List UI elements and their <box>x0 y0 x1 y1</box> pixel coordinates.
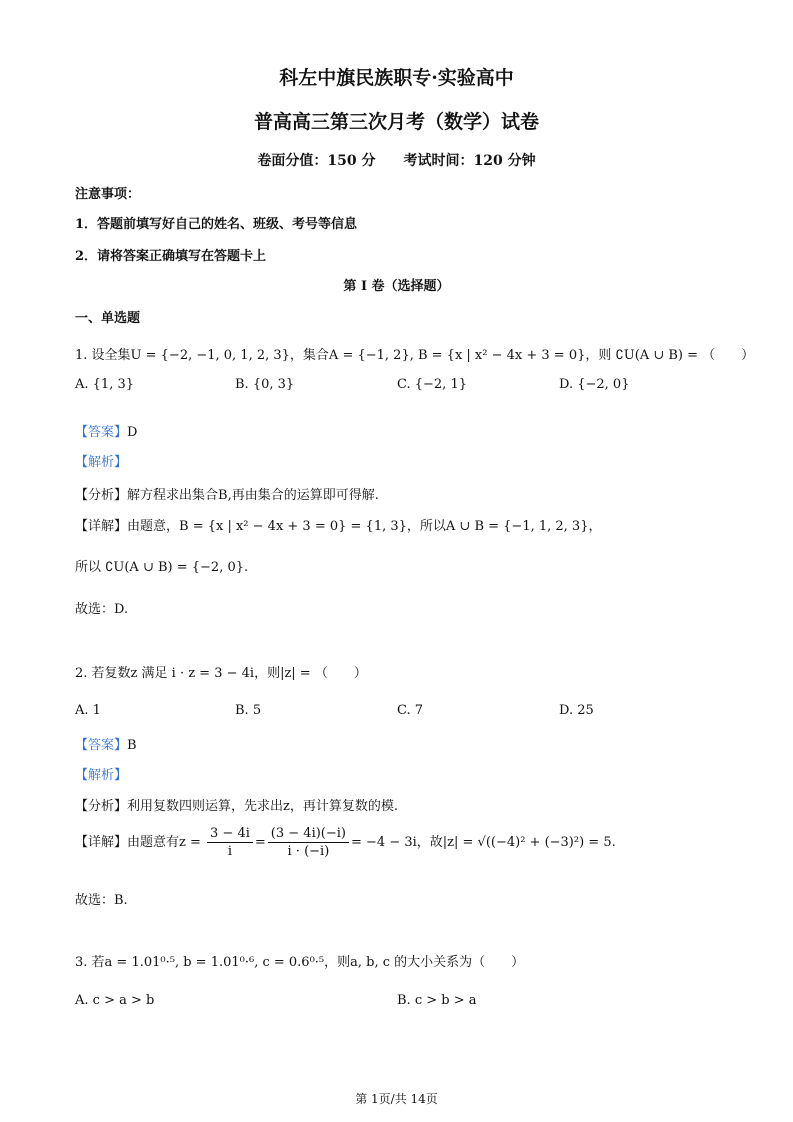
fraction <box>207 826 253 859</box>
answer-tag: 【答案】 <box>75 738 128 753</box>
option-a: A. c > a > b <box>75 993 155 1008</box>
option-a: A. 1 <box>75 703 101 718</box>
analysis-tag: 【解析】 <box>75 455 128 470</box>
detail-pre: 由题意有z = <box>127 835 201 850</box>
option-b: B. 5 <box>235 703 262 718</box>
exam-meta: 卷面分值：150 分 考试时间：120 分钟 <box>257 153 536 169</box>
detail-tag: 【详解】 <box>75 519 128 534</box>
conclusion: 故选：D. <box>75 602 129 617</box>
question-stem: 3. 若a = 1.01⁰·⁵, b = 1.01⁰·⁶, c = 0.6⁰·⁵，则a, b, c 的大小关系为（ ） <box>75 955 525 970</box>
fenxi-line <box>75 484 379 503</box>
notice-heading: 注意事项： <box>75 187 141 202</box>
option-a: A. {1, 3} <box>75 377 135 392</box>
detail-post: = −4 − 3i，故|z| = √((−4)² + (−3)²) = 5. <box>351 835 616 850</box>
page-footer: 第 1页/共 14页 <box>355 1092 438 1106</box>
answer-line <box>75 421 137 440</box>
answer-value: D <box>127 425 138 440</box>
detail-line: 【详解】由题意有z = $\frac{3 - 4i}{i}$ = $\frac{(3 - 4i)(-i)}{i \cdot (-i)}$ = −4 − 3i，故|z| = √((−4)² + (−3)²) = 5. <box>75 826 616 859</box>
detail-text: 由题意，B = {x | x² − 4x + 3 = 0} = {1, 3}，所以A ∪ B = {−1, 1, 2, 3}， <box>127 519 602 534</box>
notice-item: 2．请将答案正确填写在答题卡上 <box>75 249 267 264</box>
notice-item: 1．答题前填写好自己的姓名、班级、考号等信息 <box>75 217 358 232</box>
option-d: D. 25 <box>559 703 594 718</box>
fenxi-line <box>75 795 398 814</box>
fraction <box>268 826 349 859</box>
exam-title: 普高高三第三次月考（数学）试卷 <box>253 111 539 133</box>
fraction-numerator: (3 − 4i)(−i) <box>268 826 349 843</box>
fenxi-tag: 【分析】 <box>75 799 128 814</box>
option-c: C. {−2, 1} <box>397 377 467 392</box>
question-stem: 1. 设全集U = {−2, −1, 0, 1, 2, 3}，集合A = {−1, 2}, B = {x | x² − 4x + 3 = 0}，则 ∁U(A ∪ B) = （ ） <box>75 348 755 363</box>
school-title: 科左中旗民族职专·实验高中 <box>279 67 514 89</box>
answer-line <box>75 734 137 753</box>
detail-line <box>75 515 601 534</box>
fraction-denominator: i <box>227 844 233 859</box>
detail-line-2: 所以 ∁U(A ∪ B) = {−2, 0}. <box>75 560 249 575</box>
fenxi-text: 利用复数四则运算，先求出z，再计算复数的模. <box>127 799 398 814</box>
answer-tag: 【答案】 <box>75 425 128 440</box>
option-d: D. {−2, 0} <box>559 377 630 392</box>
question-stem: 2. 若复数z 满足 i · z = 3 − 4i，则|z| = （ ） <box>75 666 367 681</box>
option-c: C. 7 <box>397 703 424 718</box>
fenxi-tag: 【分析】 <box>75 488 128 503</box>
volume-title: 第 I 卷（选择题） <box>343 279 450 294</box>
conclusion: 故选：B. <box>75 893 128 908</box>
fraction-numerator: 3 − 4i <box>207 826 253 843</box>
answer-value: B <box>127 738 137 753</box>
section-title: 一、单选题 <box>75 311 141 326</box>
option-b: B. {0, 3} <box>235 377 295 392</box>
fraction-denominator: i · (−i) <box>287 844 330 859</box>
option-b: B. c > b > a <box>397 993 477 1008</box>
analysis-tag: 【解析】 <box>75 768 128 783</box>
fenxi-text: 解方程求出集合B,再由集合的运算即可得解. <box>127 488 379 503</box>
detail-tag: 【详解】 <box>75 835 128 850</box>
